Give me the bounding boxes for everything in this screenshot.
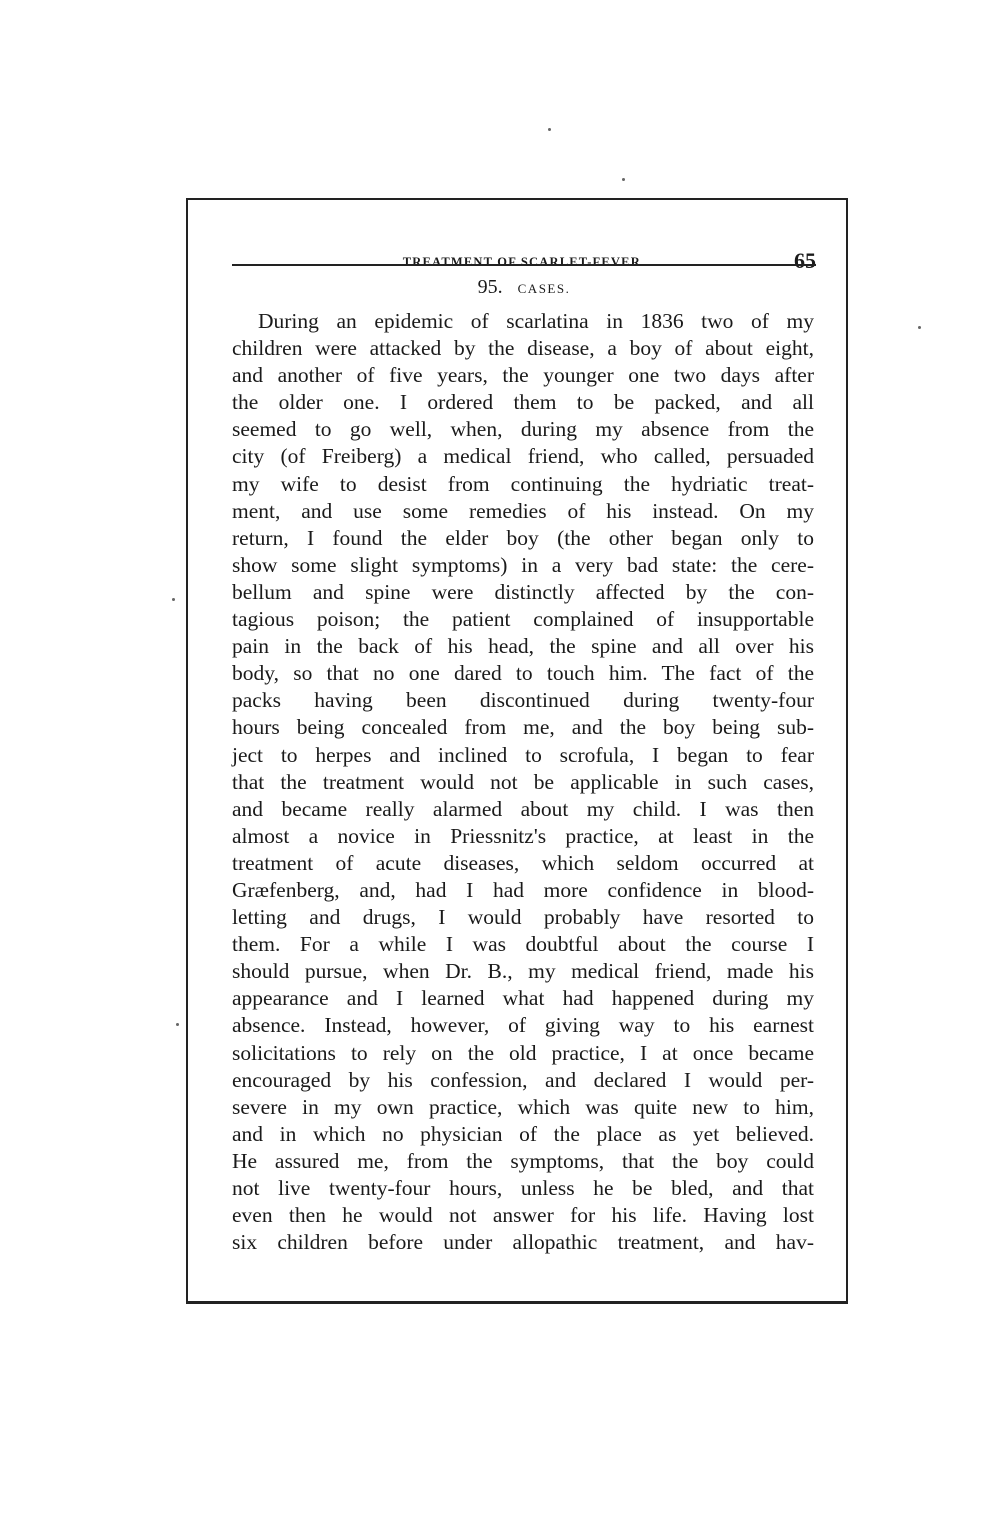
text-line: absence. Instead, however, of giving way to his earnest [232,1013,814,1038]
text-line: show some slight symptoms) in a very bad state: the cere- [232,552,814,577]
text-line: solicitations to rely on the old practice, I at once became [232,1040,814,1065]
text-line: hours being concealed from me, and the boy being sub- [232,715,814,740]
body-text [232,308,814,1256]
scan-speck [172,598,175,601]
text-line: During an epidemic of scarlatina in 1836 two of my [258,309,814,333]
section-number: 95. [477,276,503,298]
text-line: city (of Freiberg) a medical friend, who called, persuaded [232,444,814,469]
text-line: seemed to go well, when, during my absence from the [232,417,814,442]
text-line: severe in my own practice, which was quite new to him, [232,1094,814,1119]
text-line: return, I found the elder boy (the other began only to [232,525,814,550]
section-label: CASES. [517,281,571,296]
text-line: bellum and spine were distinctly affected by the con- [232,579,814,604]
running-title: TREATMENT OF SCARLET-FEVER. [402,255,646,269]
text-line: letting and drugs, I would probably have resorted to [232,905,814,930]
text-line: the older one. I ordered them to be packed, and all [232,390,814,415]
text-line: children were attacked by the disease, a boy of about eight, [232,336,814,361]
text-line: body, so that no one dared to touch him. The fact of the [232,661,814,686]
text-line: He assured me, from the symptoms, that the boy could [232,1148,814,1173]
running-head [232,250,816,274]
text-line: ment, and use some remedies of his instead. On my [232,498,814,523]
text-line: six children before under allopathic treatment, and hav- [232,1230,814,1255]
text-line: encouraged by his confession, and declared I would per- [232,1067,814,1092]
text-line: and became really alarmed about my child. I was then [232,796,814,821]
text-line: should pursue, when Dr. B., my medical friend, made his [232,959,814,984]
text-line: tagious poison; the patient complained of insupportable [232,607,814,632]
text-line: ject to herpes and inclined to scrofula, I began to fear [232,742,814,767]
text-line: them. For a while I was doubtful about the course I [232,932,814,957]
text-line: and in which no physician of the place as yet believed. [232,1121,814,1146]
text-line: not live twenty-four hours, unless he be bled, and that [232,1176,814,1200]
scan-speck [176,1023,179,1026]
text-line: even then he would not answer for his life. Having lost [232,1203,814,1228]
text-line: treatment of acute diseases, which seldom occurred at [232,850,814,875]
text-line: my wife to desist from continuing the hydriatic treat- [232,471,814,496]
text-line: pain in the back of his head, the spine and all over his [232,634,814,659]
text-line: and another of five years, the younger one two days after [232,363,814,388]
text-line: that the treatment would not be applicable in such cases, [232,769,814,794]
text-line: appearance and I learned what had happened during my [232,986,814,1011]
section-heading [232,273,816,303]
scan-speck [548,128,551,131]
header-rule [232,264,816,266]
text-line: almost a novice in Priessnitz's practice, at least in the [232,823,814,848]
scan-speck [622,178,625,181]
scan-speck [918,326,921,329]
text-line: Græfenberg, and, had I had more confidence in blood- [232,877,814,902]
text-line: packs having been discontinued during twenty-four [232,688,814,713]
page-number: 65 [794,248,816,273]
